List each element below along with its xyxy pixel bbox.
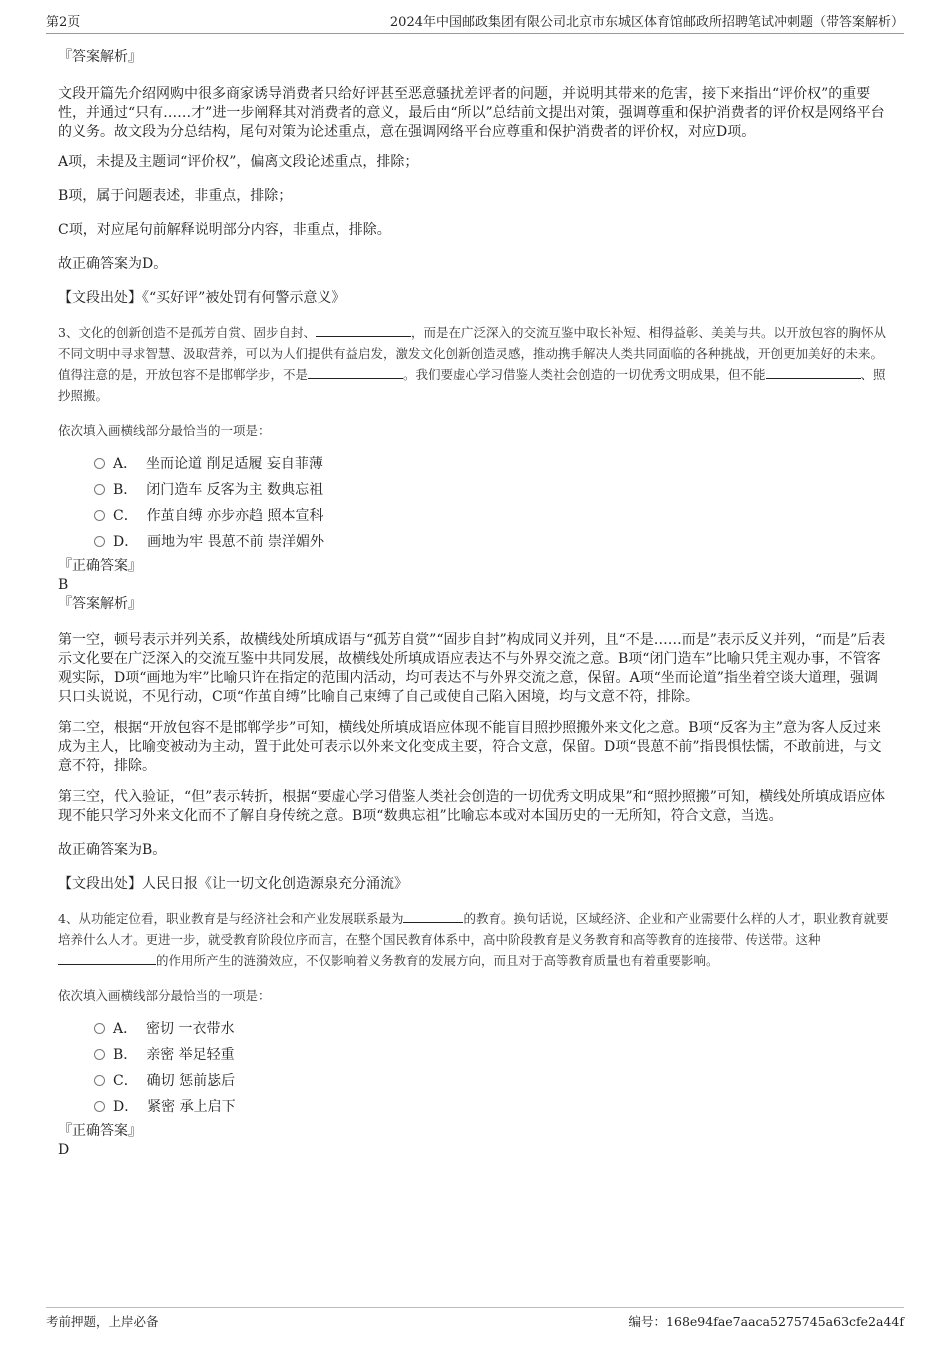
option-c[interactable]: C． 确切 惩前毖后 <box>94 1068 890 1094</box>
correct-answer: B <box>58 577 69 593</box>
radio-icon[interactable] <box>94 510 105 521</box>
answer-conclusion: 故正确答案为D。 <box>58 256 168 272</box>
option-b[interactable]: B． 闭门造车 反客为主 数典忘祖 <box>94 477 890 503</box>
fill-blank <box>308 366 403 379</box>
option-b[interactable]: B． 亲密 举足轻重 <box>94 1042 890 1068</box>
option-a[interactable]: A． 密切 一衣带水 <box>94 1016 890 1042</box>
analysis-paragraph: A项，未提及主题词“评价权”，偏离文段论述重点，排除； <box>58 154 419 170</box>
fill-blank <box>766 366 861 379</box>
analysis-label: 『答案解析』 <box>58 596 142 612</box>
radio-icon[interactable] <box>94 484 105 495</box>
analysis-label: 『答案解析』 <box>58 49 142 65</box>
question-prompt: 依次填入画横线部分最恰当的一项是： <box>58 423 271 438</box>
option-a[interactable]: A． 坐而论道 削足适履 妄自菲薄 <box>94 451 890 477</box>
footer-slogan: 考前押题，上岸必备 <box>46 1314 159 1329</box>
question-stem: 3、文化的创新创造不是孤芳自赏、固步自封、 ，而是在广泛深入的交流互鉴中取长补短、相得益彰、美美与共。以开放包容的胸怀从不同文明中寻求智慧、汲取营养，可以为人们提供有益启发，激发文化创新创造灵感，推动携手解决人类共同面临的各种挑战，开创更加美好的未来。值得注意的是，开放包容不是邯郸学步，不是 。我们要虚心学习借鉴人类社会创造的一切优秀文明成果，但不能 、照抄照搬。 <box>58 325 886 403</box>
analysis-paragraph: 第一空，顿号表示并列关系，故横线处所填成语与“孤芳自赏”“固步自封”构成同义并列，且“不是……而是”表示反义并列，“而是”后表示文化要在广泛深入的交流互鉴中共同发展，故横线处所填成语应表达不与外界交流之意。B项“闭门造车”比喻只凭主观办事，不管客观实际，D项“画地为牢”比喻只许在指定的范围内活动，均可表达不与外界交流之意，保留。A项“坐而论道”指坐着空谈大道理，强调只口头说说，不见行动，C项“作茧自缚”比喻自己束缚了自己或使自己陷入困境，均与文意不符，排除。 <box>58 632 886 705</box>
radio-icon[interactable] <box>94 536 105 547</box>
page-number: 第2页 <box>46 15 81 30</box>
analysis-paragraph: 第二空，根据“开放包容不是邯郸学步”可知，横线处所填成语应体现不能盲目照抄照搬外来文化之意。B项“反客为主”意为客人反过来成为主人，比喻变被动为主动，置于此处可表示以外来文化变成主要，符合文意，保留。D项“畏葸不前”指畏惧怯懦，不敢前进，与文意不符，排除。 <box>58 720 882 774</box>
document-title: 2024年中国邮政集团有限公司北京市东城区体育馆邮政所招聘笔试冲刺题（带答案解析） <box>389 15 904 30</box>
answer-label: 『正确答案』 <box>58 1123 142 1139</box>
radio-icon[interactable] <box>94 1049 105 1060</box>
analysis-paragraph: 文段开篇先介绍网购中很多商家诱导消费者只给好评甚至恶意骚扰差评者的问题，并说明其带来的危害，接下来指出“评价权”的重要性，并通过“只有……才”进一步阐释其对消费者的意义，最后由“所以”总结前文提出对策，强调尊重和保护消费者的评价权是网络平台的义务。故文段为分总结构，尾句对策为论述重点，意在强调网络平台应尊重和保护消费者的评价权，对应D项。 <box>58 86 885 140</box>
page-header <box>46 11 904 34</box>
passage-source: 【文段出处】人民日报《让一切文化创造源泉充分涌流》 <box>58 876 408 892</box>
analysis-paragraph: C项，对应尾句前解释说明部分内容，非重点，排除。 <box>58 222 391 238</box>
document-id: 编号：168e94fae7aaca5275745a63cfe2a44f <box>628 1314 904 1329</box>
radio-icon[interactable] <box>94 1075 105 1086</box>
option-d[interactable]: D． 紧密 承上启下 <box>94 1094 890 1120</box>
radio-icon[interactable] <box>94 458 105 469</box>
correct-answer: D <box>58 1142 70 1158</box>
option-list <box>94 1016 890 1120</box>
fill-blank <box>316 324 411 337</box>
analysis-paragraph: 第三空，代入验证，“但”表示转折，根据“要虚心学习借鉴人类社会创造的一切优秀文明成果”和“照抄照搬”可知，横线处所填成语应体现不能只学习外来文化而不了解自身传统之意。B项“数典忘祖”比喻忘本或对本国历史的一无所知，符合文意，当选。 <box>58 789 885 824</box>
option-d[interactable]: D． 画地为牢 畏葸不前 崇洋媚外 <box>94 529 890 555</box>
passage-source: 【文段出处】《“买好评”被处罚有何警示意义》 <box>58 290 346 306</box>
question-stem: 4、从功能定位看，职业教育是与经济社会和产业发展联系最为 的教育。换句话说，区域经济、企业和产业需要什么样的人才，职业教育就要培养什么人才。更进一步，就受教育阶段位序而言，在整个国民教育体系中，高中阶段教育是义务教育和高等教育的连接带、传送带。这种的作用所产生的涟漪效应，不仅影响着义务教育的发展方向，而且对于高等教育质量也有着重要影响。 <box>58 911 889 968</box>
radio-icon[interactable] <box>94 1023 105 1034</box>
option-list <box>94 451 890 555</box>
answer-conclusion: 故正确答案为B。 <box>58 842 167 858</box>
fill-blank <box>403 910 463 923</box>
radio-icon[interactable] <box>94 1101 105 1112</box>
fill-blank <box>58 952 156 965</box>
answer-label: 『正确答案』 <box>58 558 142 574</box>
question-prompt: 依次填入画横线部分最恰当的一项是： <box>58 988 271 1003</box>
page-footer <box>46 1307 904 1330</box>
document-body <box>58 42 890 1160</box>
analysis-paragraph: B项，属于问题表述，非重点，排除； <box>58 188 293 204</box>
option-c[interactable]: C． 作茧自缚 亦步亦趋 照本宣科 <box>94 503 890 529</box>
